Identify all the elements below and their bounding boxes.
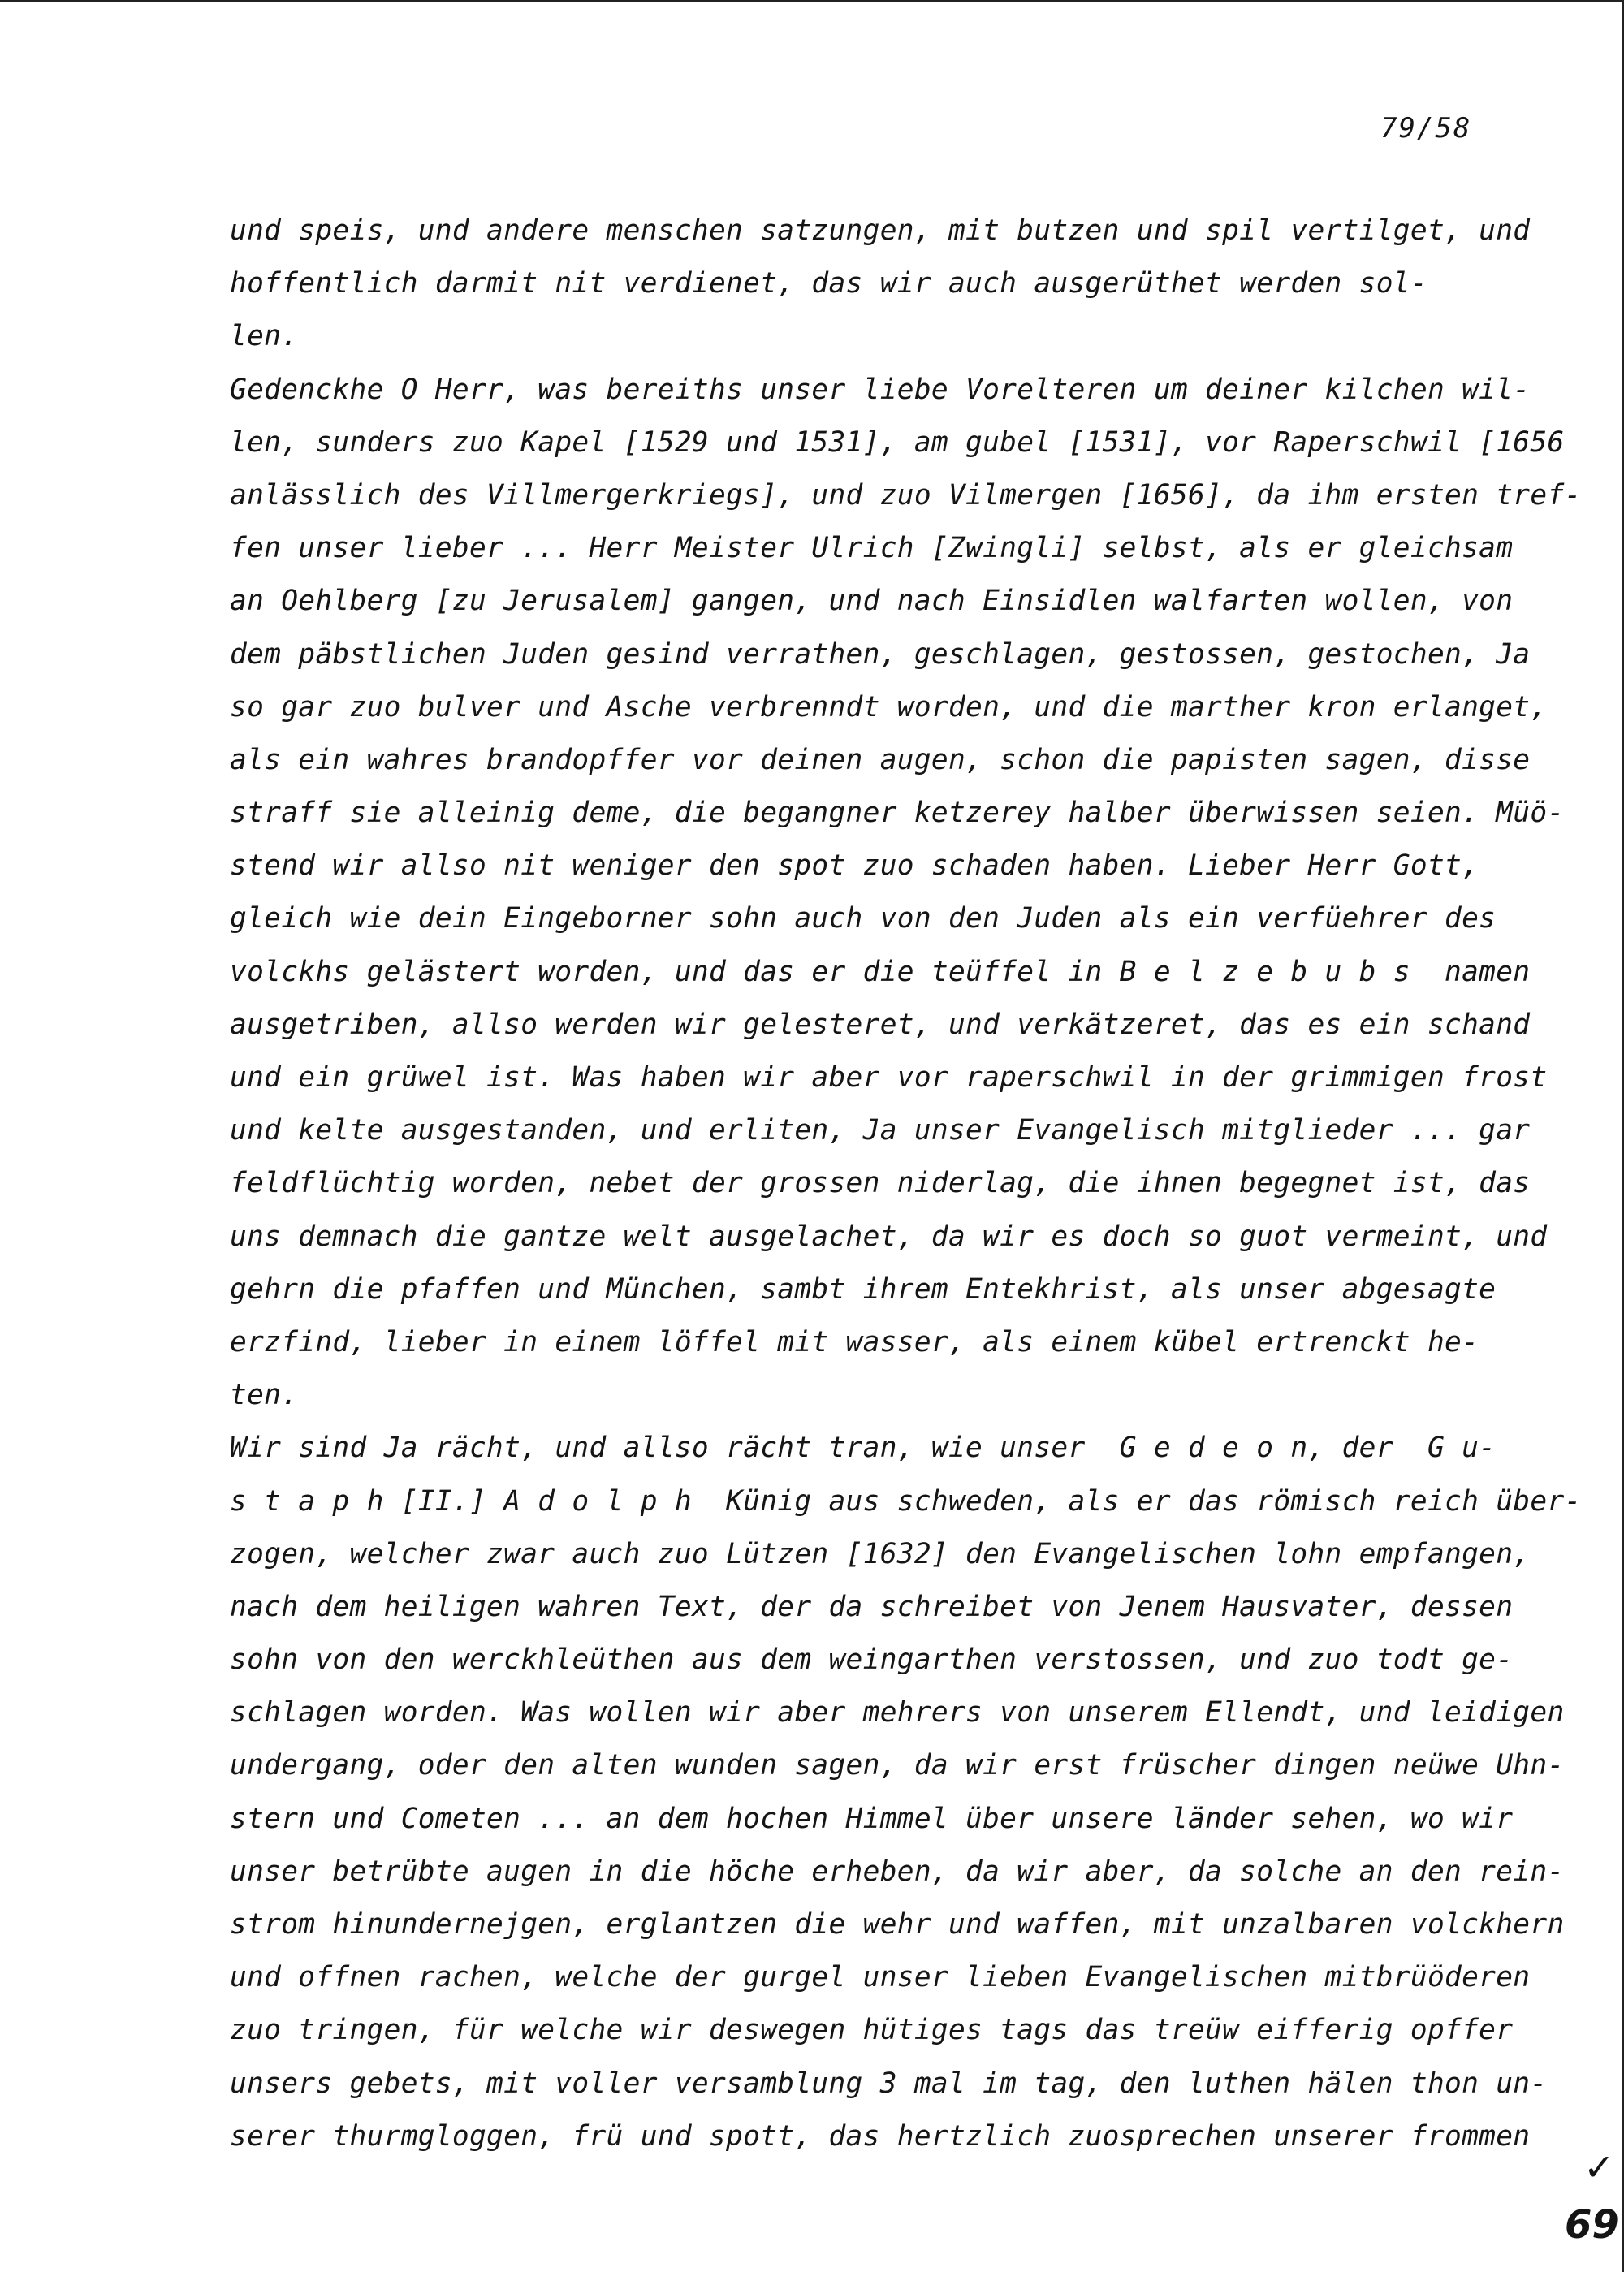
text-line: hoffentlich darmit nit verdienet, das wir auch ausgerüthet werden sol-	[230, 267, 1427, 300]
text-line: fen unser lieber ... Herr Meister Ulrich [Zwingli] selbst, als er gleichsam	[230, 532, 1514, 565]
text-line: als ein wahres brandopffer vor deinen augen, schon die papisten sagen, disse	[230, 743, 1531, 776]
text-line: stern und Cometen ... an dem hochen Himmel über unsere länder sehen, wo wir	[230, 1802, 1514, 1835]
text-line: und offnen rachen, welche der gurgel unser lieben Evangelischen mitbrüöderen	[230, 1961, 1531, 1994]
page-number: 79/58	[1380, 112, 1472, 145]
text-line: gehrn die pfaffen und München, sambt ihrem Entekhrist, als unser abgesagte	[230, 1272, 1497, 1306]
text-line: nach dem heiligen wahren Text, der da schreibet von Jenem Hausvater, dessen	[230, 1590, 1514, 1623]
text-line: undergang, oder den alten wunden sagen, da wir erst früscher dingen neüwe Uhn-	[230, 1749, 1565, 1782]
text-line: an Oehlberg [zu Jerusalem] gangen, und nach Einsidlen walfarten wollen, von	[230, 585, 1514, 618]
text-line: straff sie alleinig deme, die begangner ketzerey halber überwissen seien. Müö-	[230, 797, 1565, 830]
text-line: anlässlich des Villmergerkriegs], und zuo Vilmergen [1656], da ihm ersten tref-	[230, 478, 1582, 512]
text-line: uns demnach die gantze welt ausgelachet, da wir es doch so guot vermeint, und	[230, 1220, 1548, 1253]
text-line: volckhs gelästert worden, und das er die teüffel in B e l z e b u b s namen	[230, 955, 1531, 988]
text-line: und kelte ausgestanden, und erliten, Ja unser Evangelisch mitglieder ... gar	[230, 1114, 1531, 1147]
text-line: Gedenckhe O Herr, was bereiths unser liebe Vorelteren um deiner kilchen wil-	[230, 373, 1531, 406]
text-line: strom hinundernejgen, erglantzen die wehr und waffen, mit unzalbaren volckhern	[230, 1908, 1565, 1941]
text-line: s t a p h [II.] A d o l p h Künig aus schweden, als er das römisch reich über-	[230, 1484, 1582, 1518]
text-line: stend wir allso nit weniger den spot zuo schaden haben. Lieber Herr Gott,	[230, 849, 1479, 883]
document-body	[230, 205, 1582, 2163]
text-line: und speis, und andere menschen satzungen, mit butzen und spil vertilget, und	[230, 214, 1531, 247]
text-line: schlagen worden. Was wollen wir aber mehrers von unserem Ellendt, und leidigen	[230, 1696, 1565, 1730]
page-top-edge	[0, 0, 1624, 2]
text-line: gleich wie dein Eingeborner sohn auch von den Juden als ein verfüehrer des	[230, 902, 1497, 935]
text-line: erzfind, lieber in einem löffel mit wasser, als einem kübel ertrenckt he-	[230, 1325, 1479, 1358]
text-line: und ein grüwel ist. Was haben wir aber vor raperschwil in der grimmigen frost	[230, 1061, 1548, 1094]
text-line: unser betrübte augen in die höche erheben, da wir aber, da solche an den rein-	[230, 1855, 1565, 1888]
text-line: feldflüchtig worden, nebet der grossen niderlag, die ihnen begegnet ist, das	[230, 1167, 1531, 1200]
text-line: ausgetriben, allso werden wir gelesteret, und verkätzeret, das es ein schand	[230, 1008, 1531, 1041]
text-line: serer thurmgloggen, frü und spott, das hertzlich zuosprechen unserer frommen	[230, 2119, 1531, 2153]
text-line: dem päbstlichen Juden gesind verrathen, geschlagen, gestossen, gestochen, Ja	[230, 637, 1531, 671]
handwritten-folio-number: 69	[1565, 2202, 1619, 2248]
text-line: zuo tringen, für welche wir deswegen hütiges tags das treüw eifferig opffer	[230, 2014, 1514, 2047]
text-line: len.	[230, 320, 299, 353]
check-mark-icon: ✓	[1583, 2145, 1615, 2189]
text-line: ten.	[230, 1379, 299, 1412]
text-line: zogen, welcher zwar auch zuo Lützen [1632] den Evangelischen lohn empfangen,	[230, 1537, 1531, 1570]
text-line: len, sunders zuo Kapel [1529 und 1531], am gubel [1531], vor Raperschwil [1656	[230, 425, 1565, 459]
text-line: Wir sind Ja rächt, und allso rächt tran, wie unser G e d e o n, der G u-	[230, 1432, 1497, 1465]
text-line: unsers gebets, mit voller versamblung 3 mal im tag, den luthen hälen thon un-	[230, 2067, 1548, 2100]
text-line: so gar zuo bulver und Asche verbrenndt worden, und die marther kron erlanget,	[230, 690, 1548, 723]
text-line: sohn von den werckhleüthen aus dem weingarthen verstossen, und zuo todt ge-	[230, 1644, 1514, 1677]
